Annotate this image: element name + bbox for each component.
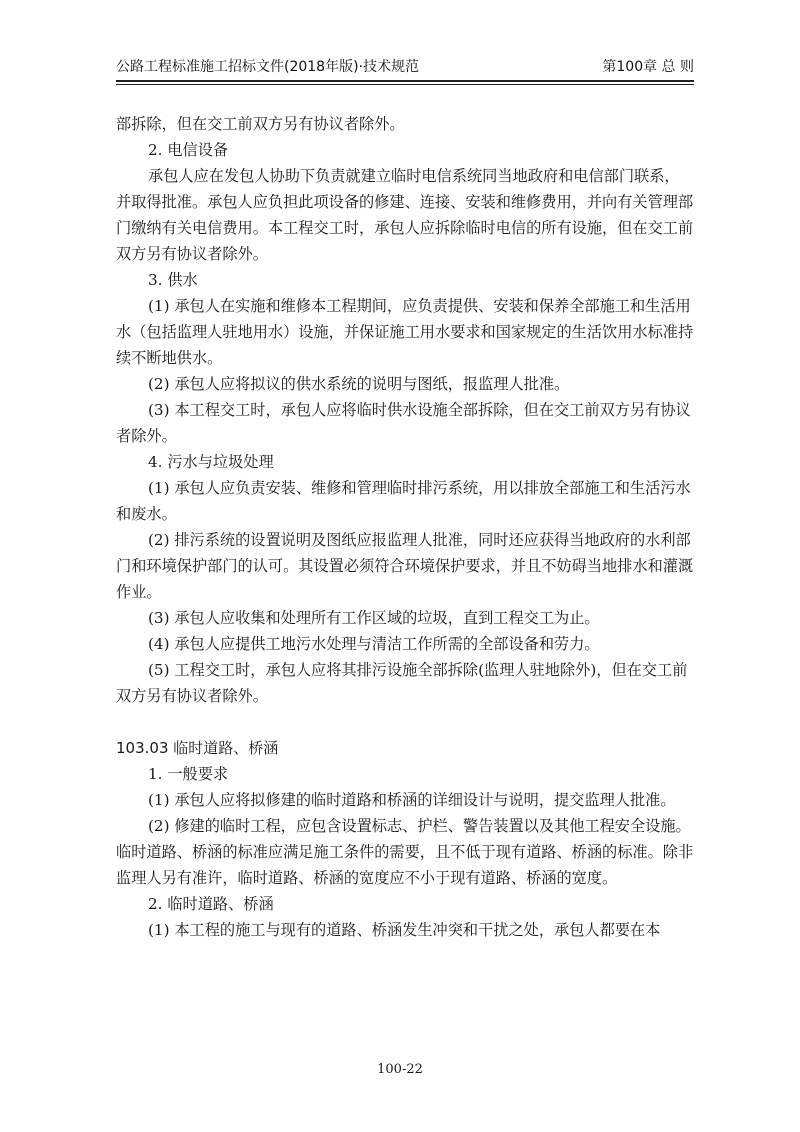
paragraph: (5) 工程交工时，承包人应将其排污设施全部拆除(监理人驻地除外)，但在交工前双方另有协议者除外。 xyxy=(116,661,688,705)
subsection-heading-general: 1. 一般要求 xyxy=(148,765,229,783)
subsection-heading-telecom: 2. 电信设备 xyxy=(148,141,229,159)
paragraph: (3) 本工程交工时，承包人应将临时供水设施全部拆除，但在交工前双方另有协议者除外。 xyxy=(116,401,691,445)
paragraph: (2) 排污系统的设置说明及图纸应报监理人批准，同时还应获得当地政府的水利部门和环境保护部门的认可。其设置必须符合环境保护要求，并且不妨碍当地排水和灌溉作业。 xyxy=(116,531,694,601)
subsection-heading-water-supply: 3. 供水 xyxy=(148,271,198,289)
page-number: 100-22 xyxy=(377,1062,423,1077)
body-text xyxy=(116,111,694,943)
paragraph: (2) 承包人应将拟议的供水系统的说明与图纸，报监理人批准。 xyxy=(148,375,570,393)
paragraph: 部拆除，但在交工前双方另有协议者除外。 xyxy=(116,115,405,133)
subsection-heading-temp-roads: 2. 临时道路、桥涵 xyxy=(148,895,274,913)
paragraph: (3) 承包人应收集和处理所有工作区域的垃圾，直到工程交工为止。 xyxy=(148,609,600,627)
header-rule-thick xyxy=(116,80,694,82)
running-header xyxy=(116,54,694,78)
paragraph: (1) 本工程的施工与现有的道路、桥涵发生冲突和干扰之处，承包人都要在本 xyxy=(148,921,661,939)
section-heading-103-03: 103.03 临时道路、桥涵 xyxy=(116,739,279,757)
header-document-title: 公路工程标准施工招标文件(2018年版)·技术规范 xyxy=(116,59,420,75)
paragraph: (1) 承包人在实施和维修本工程期间，应负责提供、安装和保养全部施工和生活用水（包括监理人驻地用水）设施，并保证施工用水要求和国家规定的生活饮用水标准持续不断地供水。 xyxy=(116,297,694,367)
subsection-heading-sewage: 4. 污水与垃圾处理 xyxy=(148,453,274,471)
header-rule-thin xyxy=(116,84,694,85)
paragraph: 承包人应在发包人协助下负责就建立临时电信系统同当地政府和电信部门联系，并取得批准。承包人应负担此项设备的修建、连接、安装和维修费用，并向有关管理部门缴纳有关电信费用。本工程交工时，承包人应拆除临时电信的所有设施，但在交工前双方另有协议者除外。 xyxy=(116,167,694,263)
header-chapter-title: 第100章 总 则 xyxy=(602,59,694,75)
paragraph: (2) 修建的临时工程，应包含设置标志、护栏、警告装置以及其他工程安全设施。临时道路、桥涵的标准应满足施工条件的需要，且不低于现有道路、桥涵的标准。除非监理人另有准许，临时道路、桥涵的宽度应不小于现有道路、桥涵的宽度。 xyxy=(116,817,694,887)
paragraph: (4) 承包人应提供工地污水处理与清洁工作所需的全部设备和劳力。 xyxy=(148,635,600,653)
paragraph: (1) 承包人应将拟修建的临时道路和桥涵的详细设计与说明，提交监理人批准。 xyxy=(148,791,676,809)
paragraph: (1) 承包人应负责安装、维修和管理临时排污系统，用以排放全部施工和生活污水和废水。 xyxy=(116,479,691,523)
